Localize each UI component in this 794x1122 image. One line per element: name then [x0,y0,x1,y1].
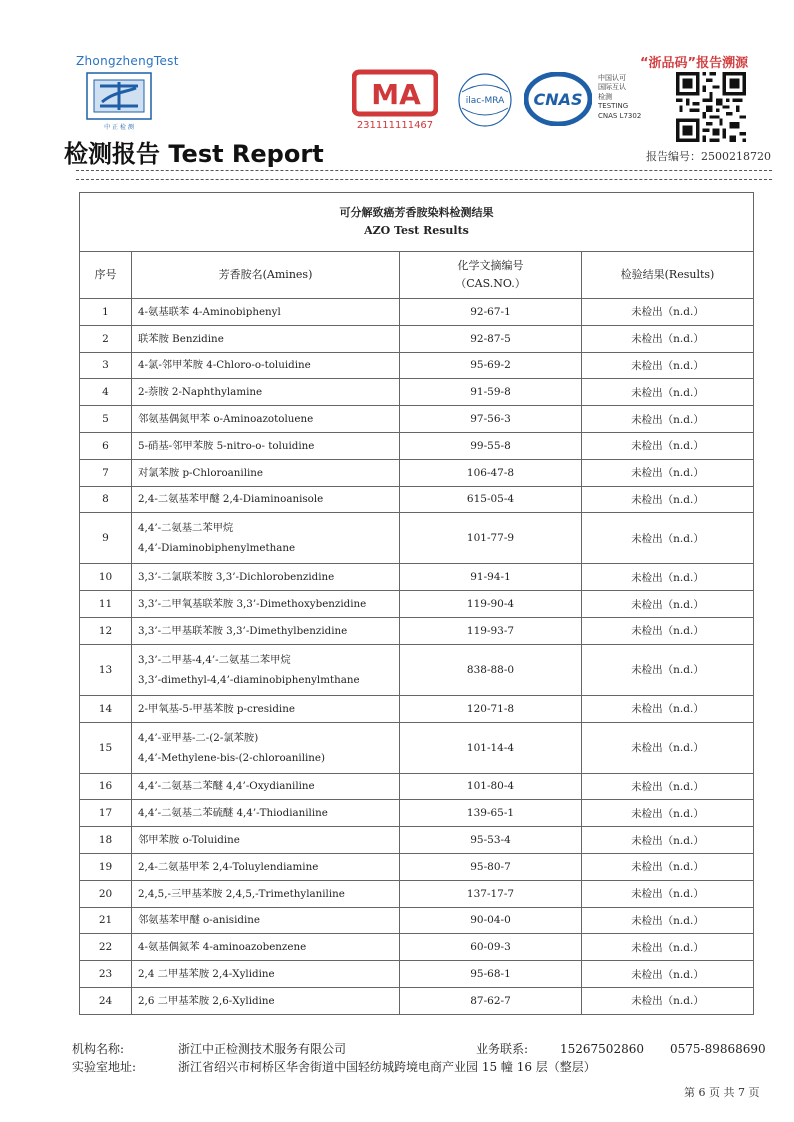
row-no: 6 [80,432,132,459]
table-row [80,695,754,722]
table-caption [80,193,754,252]
row-result: 未检出（n.d.） [582,773,754,800]
table-header-row [80,252,754,299]
row-result: 未检出（n.d.） [582,907,754,934]
row-amine-name: 2-甲氧基-5-甲基苯胺 p-cresidine [132,695,400,722]
row-amine-name: 4,4’-亚甲基-二-(2-氯苯胺) 4,4’-Methylene-bis-(2-chloroaniline) [132,722,400,773]
row-result: 未检出（n.d.） [582,591,754,618]
table-row [80,907,754,934]
table-row [80,379,754,406]
row-no: 16 [80,773,132,800]
table-row [80,934,754,961]
row-no: 24 [80,987,132,1014]
row-result: 未检出（n.d.） [582,800,754,827]
phone-landline: 0575-89868690 [670,1042,766,1056]
row-amine-name: 4-氯-邻甲苯胺 4-Chloro-o-toluidine [132,352,400,379]
row-amine-name: 3,3’-二甲基-4,4’-二氨基二苯甲烷 3,3’-dimethyl-4,4’-diaminobiphenylmthane [132,644,400,695]
row-cas-number: 101-80-4 [400,773,582,800]
row-cas-number: 119-90-4 [400,591,582,618]
cma-mark: MA [371,78,421,111]
cma-seal-icon [352,68,438,130]
row-cas-number: 95-80-7 [400,853,582,880]
row-amine-name: 邻氨基苯甲醚 o-anisidine [132,907,400,934]
cma-number: 231111111467 [356,120,434,130]
table-row [80,987,754,1014]
table-row [80,459,754,486]
row-no: 17 [80,800,132,827]
row-amine-name: 3,3’-二甲基联苯胺 3,3’-Dimethylbenzidine [132,617,400,644]
table-title-cn: 可分解致癌芳香胺染料检测结果 [339,206,494,219]
row-cas-number: 101-14-4 [400,722,582,773]
footer-lab-line [72,1058,596,1075]
azo-results-table [79,192,754,1015]
row-no: 10 [80,564,132,591]
col-header-cas: 化学文摘编号 （CAS.NO.） [400,252,582,299]
row-result: 未检出（n.d.） [582,853,754,880]
row-amine-name: 2-萘胺 2-Naphthylamine [132,379,400,406]
table-title-en: AZO Test Results [364,224,469,237]
row-amine-name: 对氯苯胺 p-Chloroaniline [132,459,400,486]
col-header-result: 检验结果(Results) [582,252,754,299]
cnas-label: CNAS [533,90,583,109]
row-result: 未检出（n.d.） [582,459,754,486]
company-logo-icon [86,72,152,132]
row-amine-name: 2,6 二甲基苯胺 2,6-Xylidine [132,987,400,1014]
cnas-accreditation-text: 中国认可 国际互认 检测 TESTING CNAS L7302 [598,74,642,120]
col-header-amine: 芳香胺名(Amines) [132,252,400,299]
page-number: 第 6 页 共 7 页 [684,1086,760,1099]
row-amine-name: 邻甲苯胺 o-Toluidine [132,827,400,854]
report-number: 报告编号：2500218720 [646,150,771,163]
report-title: 检测报告 Test Report [64,140,324,168]
org-label: 机构名称: [72,1042,125,1056]
row-amine-name: 3,3’-二氯联苯胺 3,3’-Dichlorobenzidine [132,564,400,591]
footer-org-line [72,1040,766,1057]
row-result: 未检出（n.d.） [582,406,754,433]
row-cas-number: 92-67-1 [400,299,582,326]
col-header-no: 序号 [80,252,132,299]
row-amine-name: 4,4’-二氨基二苯醚 4,4’-Oxydianiline [132,773,400,800]
row-amine-name: 联苯胺 Benzidine [132,325,400,352]
row-amine-name: 2,4-二氨基甲苯 2,4-Toluylendiamine [132,853,400,880]
row-cas-number: 615-05-4 [400,486,582,513]
row-result: 未检出（n.d.） [582,564,754,591]
row-no: 5 [80,406,132,433]
business-contact [476,1040,776,1057]
row-no: 11 [80,591,132,618]
lab-label: 实验室地址: [72,1060,137,1074]
phone-mobile: 15267502860 [560,1042,644,1056]
row-cas-number: 137-17-7 [400,880,582,907]
row-cas-number: 91-59-8 [400,379,582,406]
row-result: 未检出（n.d.） [582,486,754,513]
row-no: 1 [80,299,132,326]
logo-caption: 中 正 检 测 [104,124,134,131]
row-result: 未检出（n.d.） [582,987,754,1014]
table-row [80,827,754,854]
table-row [80,325,754,352]
row-amine-name: 4-氨基偶氮苯 4-aminoazobenzene [132,934,400,961]
lab-address: 浙江省绍兴市柯桥区华舍街道中国轻纺城跨境电商产业园 15 幢 16 层（整层） [178,1060,596,1074]
row-cas-number: 97-56-3 [400,406,582,433]
row-no: 19 [80,853,132,880]
row-cas-number: 120-71-8 [400,695,582,722]
table-row [80,564,754,591]
row-no: 18 [80,827,132,854]
row-no: 20 [80,880,132,907]
row-result: 未检出（n.d.） [582,617,754,644]
row-cas-number: 838-88-0 [400,644,582,695]
table-row [80,617,754,644]
biz-label: 业务联系: [476,1042,529,1056]
row-amine-name: 2,4,5,-三甲基苯胺 2,4,5,-Trimethylaniline [132,880,400,907]
row-cas-number: 92-87-5 [400,325,582,352]
row-no: 9 [80,513,132,564]
table-row [80,513,754,564]
row-cas-number: 101-77-9 [400,513,582,564]
qr-code-icon[interactable] [676,72,746,142]
row-cas-number: 91-94-1 [400,564,582,591]
row-cas-number: 106-47-8 [400,459,582,486]
table-row [80,800,754,827]
row-result: 未检出（n.d.） [582,722,754,773]
table-row [80,961,754,988]
row-cas-number: 95-68-1 [400,961,582,988]
header-divider [76,170,772,180]
row-cas-number: 139-65-1 [400,800,582,827]
ilac-mra-icon [452,72,518,128]
row-amine-name: 4-氨基联苯 4-Aminobiphenyl [132,299,400,326]
row-cas-number: 90-04-0 [400,907,582,934]
row-amine-name: 5-硝基-邻甲苯胺 5-nitro-o- toluidine [132,432,400,459]
table-row [80,299,754,326]
row-no: 4 [80,379,132,406]
row-no: 22 [80,934,132,961]
row-amine-name: 3,3’-二甲氧基联苯胺 3,3’-Dimethoxybenzidine [132,591,400,618]
row-amine-name: 2,4-二氨基苯甲醚 2,4-Diaminoanisole [132,486,400,513]
row-result: 未检出（n.d.） [582,352,754,379]
row-no: 2 [80,325,132,352]
table-row [80,591,754,618]
ilac-label: ilac-MRA [465,96,505,106]
row-cas-number: 95-69-2 [400,352,582,379]
table-row [80,406,754,433]
row-no: 23 [80,961,132,988]
row-no: 14 [80,695,132,722]
brand-name: ZhongzhengTest [76,54,179,68]
row-amine-name: 4,4’-二氨基二苯甲烷 4,4’-Diaminobiphenylmethane [132,513,400,564]
row-result: 未检出（n.d.） [582,644,754,695]
row-no: 7 [80,459,132,486]
row-cas-number: 119-93-7 [400,617,582,644]
row-result: 未检出（n.d.） [582,379,754,406]
row-amine-name: 2,4 二甲基苯胺 2,4-Xylidine [132,961,400,988]
row-cas-number: 87-62-7 [400,987,582,1014]
row-no: 13 [80,644,132,695]
table-row [80,644,754,695]
row-result: 未检出（n.d.） [582,325,754,352]
table-row [80,773,754,800]
row-no: 15 [80,722,132,773]
org-name: 浙江中正检测技术服务有限公司 [178,1042,347,1056]
row-no: 8 [80,486,132,513]
row-result: 未检出（n.d.） [582,299,754,326]
row-result: 未检出（n.d.） [582,934,754,961]
row-result: 未检出（n.d.） [582,513,754,564]
table-row [80,853,754,880]
row-amine-name: 4,4’-二氨基二苯硫醚 4,4’-Thiodianiline [132,800,400,827]
table-row [80,352,754,379]
row-amine-name: 邻氨基偶氮甲苯 o-Aminoazotoluene [132,406,400,433]
row-result: 未检出（n.d.） [582,880,754,907]
table-row [80,722,754,773]
table-row [80,486,754,513]
row-no: 21 [80,907,132,934]
qr-trace-title: “浙品码”报告溯源 [640,56,749,71]
row-result: 未检出（n.d.） [582,432,754,459]
cnas-logo-icon [524,72,592,126]
row-result: 未检出（n.d.） [582,961,754,988]
table-row [80,880,754,907]
row-cas-number: 99-55-8 [400,432,582,459]
row-no: 3 [80,352,132,379]
row-no: 12 [80,617,132,644]
row-cas-number: 95-53-4 [400,827,582,854]
table-row [80,432,754,459]
row-result: 未检出（n.d.） [582,695,754,722]
row-cas-number: 60-09-3 [400,934,582,961]
row-result: 未检出（n.d.） [582,827,754,854]
